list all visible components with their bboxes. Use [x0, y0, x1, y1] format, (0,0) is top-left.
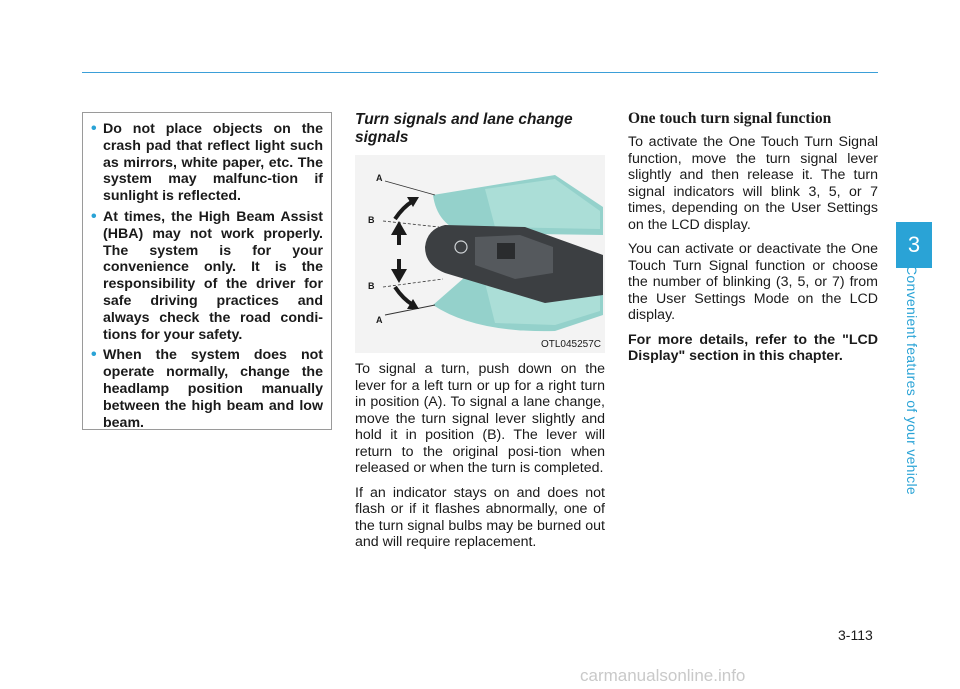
- label-a-top: A: [376, 173, 383, 183]
- warning-list: [91, 120, 323, 431]
- label-b-bottom: B: [368, 281, 375, 291]
- note-paragraph: For more details, refer to the "LCD Display" section in this chapter.: [628, 331, 878, 364]
- bullet-icon: •: [91, 346, 97, 364]
- paragraph: To activate the One Touch Turn Signal function, move the turn signal lever slightly and then release it. The turn signal indicators will blink 3, 5, or 7 times, depending on the User Settings on the LCD display.: [628, 134, 878, 233]
- chapter-number: 3: [907, 232, 921, 257]
- dashed-line-lower: [383, 279, 443, 287]
- warning-item: • When the system does not operate normally, change the headlamp position manually between the high beam and low beam.: [91, 346, 323, 431]
- figure-code: OTL045257C: [540, 339, 601, 350]
- label-a-bottom: A: [376, 315, 383, 325]
- bullet-icon: •: [91, 207, 97, 225]
- line-a-upper: [385, 181, 435, 195]
- section-heading: Turn signals and lane change signals: [355, 111, 573, 146]
- warning-box: [82, 112, 332, 430]
- top-rule: [82, 72, 878, 73]
- chapter-tab: [896, 222, 932, 268]
- paragraph: To signal a turn, push down on the lever for a left turn or up for a right turn in position (A). To signal a lane change, move the turn signal lever slightly and hold it in position (B). The lever will return to the original posi-tion when released or when the turn is completed.: [355, 361, 605, 476]
- curved-arrow-up-icon: [395, 201, 413, 219]
- arrow-up-icon: [391, 221, 407, 245]
- lever-illustration: [355, 155, 605, 353]
- warning-item: • At times, the High Beam Assist (HBA) may not work properly. The system is for your convenience only. It is the responsibility of the driver for safe driving practices and always check the road condi-tions for your safety.: [91, 207, 323, 343]
- page-number: 3-113: [838, 627, 873, 643]
- paragraph: You can activate or deactivate the One Touch Turn Signal function or choose the number of blinking (3, 5, or 7) from the User Settings Mode on the LCD display.: [628, 241, 878, 323]
- turn-signal-lever-figure: [355, 155, 605, 353]
- turn-signals-section: [355, 111, 605, 559]
- arrow-down-icon: [391, 259, 407, 283]
- chapter-side-title: Convenient features of your vehicle: [904, 265, 920, 495]
- sub-heading: One touch turn signal function: [628, 110, 832, 127]
- curved-arrow-down-icon: [395, 287, 413, 305]
- paragraph: If an indicator stays on and does not flash or if it flashes abnormally, one of the turn signal bulbs may be burned out and will require replacement.: [355, 484, 605, 550]
- one-touch-section: [628, 110, 878, 373]
- warning-item: • Do not place objects on the crash pad that reflect light such as mirrors, white paper, etc. The system may malfunc-tion if sunlight is reflected.: [91, 120, 323, 205]
- dashed-line-upper: [383, 221, 439, 227]
- bullet-icon: •: [91, 120, 97, 137]
- label-b-top: B: [368, 215, 375, 225]
- watermark: carmanualsonline.info: [580, 666, 746, 685]
